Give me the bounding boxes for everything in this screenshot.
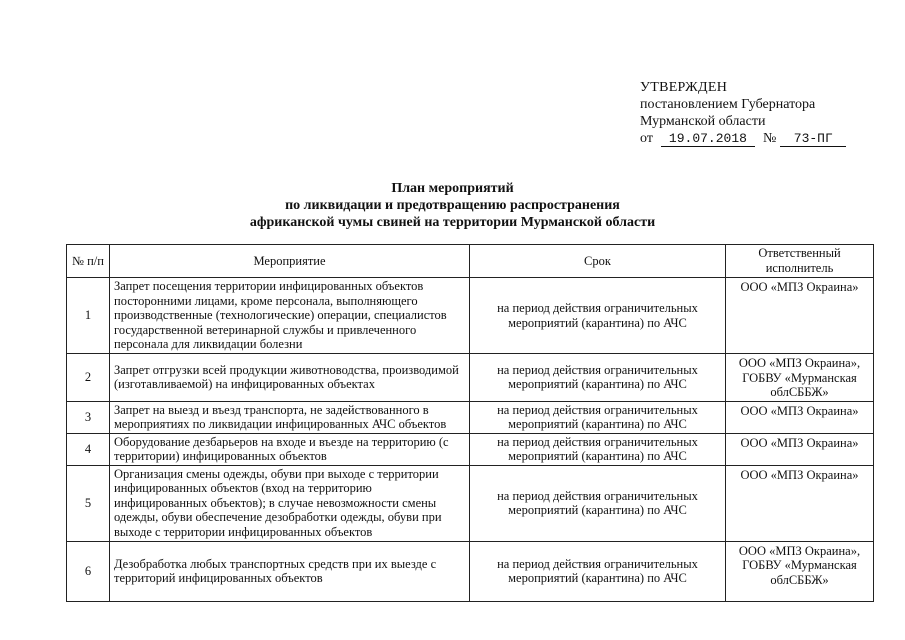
row-activity: Дезобработка любых транспортных средств при их выезде с территорий инфицированных объектов [110, 541, 470, 601]
document-title [0, 180, 905, 231]
table-header-row [67, 245, 874, 278]
row-activity: Оборудование дезбарьеров на входе и въезде на территорию (с территории) инфицированных объектов [110, 433, 470, 465]
row-activity: Организация смены одежды, обуви при выходе с территории инфицированных объектов (вход на территорию инфицированных объектов); в случае невозможности смены одежды, обуви обеспечение дезобработки одежды, обуви при выходе с территории инфицированных объектов [110, 465, 470, 541]
approval-date: 19.07.2018 [661, 132, 755, 147]
title-line-3: африканской чумы свиней на территории Мурманской области [249, 215, 656, 230]
row-responsible: ООО «МПЗ Окраина» [726, 465, 874, 541]
table-row [67, 465, 874, 541]
table-row [67, 354, 874, 402]
header-responsible: Ответственный исполнитель [726, 245, 874, 278]
row-num: 2 [67, 354, 110, 402]
table-row [67, 401, 874, 433]
row-activity: Запрет на выезд и въезд транспорта, не задействованного в мероприятиях по ликвидации инфицированных АЧС объектов [110, 401, 470, 433]
row-responsible: ООО «МПЗ Окраина» [726, 278, 874, 354]
approval-block [640, 79, 846, 147]
row-term: на период действия ограничительных мероприятий (карантина) по АЧС [470, 433, 726, 465]
table-row [67, 541, 874, 601]
title-line-1: План мероприятий [391, 181, 514, 196]
row-responsible: ООО «МПЗ Окраина» [726, 433, 874, 465]
approval-date-line [640, 130, 846, 147]
row-term: на период действия ограничительных мероприятий (карантина) по АЧС [470, 541, 726, 601]
row-num: 3 [67, 401, 110, 433]
approval-line-1: постановлением Губернатора [640, 97, 816, 112]
row-responsible: ООО «МПЗ Окраина», ГОБВУ «Мурманская облСББЖ» [726, 354, 874, 402]
row-num: 5 [67, 465, 110, 541]
row-responsible: ООО «МПЗ Окраина» [726, 401, 874, 433]
row-num: 1 [67, 278, 110, 354]
number-prefix: № [762, 131, 777, 146]
date-prefix: от [640, 131, 653, 146]
row-activity: Запрет посещения территории инфицированных объектов посторонними лицами, кроме персонала, выполняющего производственные (технологические) операции, специалистов государственной ветеринарной службы и привлеченного персонала для ликвидации болезни [110, 278, 470, 354]
header-activity: Мероприятие [110, 245, 470, 278]
approval-heading: УТВЕРЖДЕН [640, 80, 728, 95]
table-row [67, 278, 874, 354]
approval-number: 73-ПГ [780, 132, 846, 147]
title-line-2: по ликвидации и предотвращению распространения [285, 198, 620, 213]
row-term: на период действия ограничительных мероприятий (карантина) по АЧС [470, 354, 726, 402]
row-num: 4 [67, 433, 110, 465]
header-term: Срок [470, 245, 726, 278]
approval-line-2: Мурманской области [640, 114, 766, 129]
row-term: на период действия ограничительных мероприятий (карантина) по АЧС [470, 401, 726, 433]
measures-table [66, 244, 874, 602]
header-num: № п/п [67, 245, 110, 278]
row-activity: Запрет отгрузки всей продукции животноводства, производимой (изготавливаемой) на инфицированных объектах [110, 354, 470, 402]
row-responsible: ООО «МПЗ Окраина», ГОБВУ «Мурманская облСББЖ» [726, 541, 874, 601]
row-num: 6 [67, 541, 110, 601]
row-term: на период действия ограничительных мероприятий (карантина) по АЧС [470, 278, 726, 354]
row-term: на период действия ограничительных мероприятий (карантина) по АЧС [470, 465, 726, 541]
table-row [67, 433, 874, 465]
